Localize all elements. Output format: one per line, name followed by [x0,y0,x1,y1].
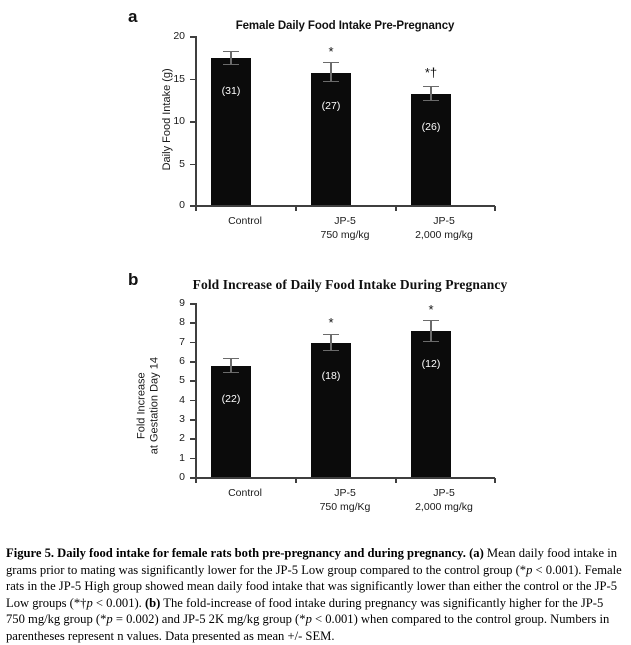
bar-a-jp5-750 [311,73,351,205]
panel-b-category-jp5-750-line2: 750 mg/Kg [319,501,371,514]
caption-a-p-1: p [526,562,533,577]
bar-a-jp5-2000-significance: *† [424,65,438,80]
panel-a [0,0,631,265]
caption-b-p-1: p [106,612,113,627]
panel-b-y-axis-title-line2: at Gestation Day 14 [148,357,160,455]
panel-b-ytick-2 [190,438,195,440]
panel-b-ytick-3 [190,419,195,421]
panel-b-ytick-label-6: 6 [179,355,185,367]
caption-a-text-1: Mean daily food intake in grams prior to mating was significantly lower for the JP-5 Low group compared to the control group (* [6,546,618,577]
panel-b-category-label-jp5-2000 [394,486,494,514]
panel-a-category-label-control [195,214,295,228]
panel-b-ytick-label-4: 4 [179,393,185,406]
panel-b-x-axis-line [195,477,495,479]
panel-a-y-axis-title: Daily Food Intake (g) [161,68,174,171]
panel-b-ytick-label-0: 0 [179,471,185,483]
panel-a-x-axis-line [195,205,495,207]
panel-a-category-label-jp5-2000 [394,214,494,242]
bar-a-jp5-2000-n-label: (26) [421,121,441,133]
panel-b-ytick-label-7: 7 [179,335,185,348]
panel-b-letter: b [128,270,139,289]
caption-b-text-3: < 0.001) when compared to the control group. Numbers in parentheses represent n values. Data presented as mean +/- SEM. [6,612,610,644]
bar-b-jp5-2000 [411,331,451,477]
bar-b-control-errorbar [223,358,239,373]
panel-b-y-axis-title-line1: Fold Increase [135,372,148,439]
bar-a-jp5-750-n-label: (27) [321,100,341,112]
panel-b-ytick-label-2: 2 [179,432,185,445]
panel-b-ytick-label-5: 5 [179,374,185,387]
panel-a-xtick-1 [295,206,297,211]
panel-a-xtick-2 [395,206,397,211]
panel-b-category-label-control [195,486,295,500]
panel-b-ytick-5 [190,380,195,382]
bar-a-control-n-label: (31) [221,85,241,97]
panel-b-chart-title: Fold Increase of Daily Food Intake During Pregnancy [192,277,508,292]
bar-b-control [211,366,251,477]
panel-b-xtick-0 [195,478,197,483]
panel-b-y-axis-line [195,303,197,478]
panel-b-category-jp5-2000-line2: 2,000 mg/kg [415,501,473,514]
bar-a-jp5-2000 [411,94,451,205]
panel-a-plot-area [0,0,631,265]
panel-a-category-jp5-750-line2: 750 mg/kg [320,229,370,242]
caption-b-text-1: The fold-increase of food intake during pregnancy was significantly higher for the JP-5 750 mg/kg group (* [6,595,604,627]
panel-b [0,265,631,540]
bar-b-jp5-2000-n-label: (12) [421,358,441,370]
caption-a-text-2: < 0.001). Female rats in the JP-5 High group showed mean daily food intake that was significantly lower than either the control or the JP-5 Low groups (*† [6,562,622,610]
figure-caption [6,545,625,645]
bar-b-jp5-750 [311,343,351,477]
caption-b-p-2: p [305,612,312,627]
panel-a-letter: a [128,7,138,26]
panel-a-ytick-10 [190,121,195,123]
bar-a-jp5-2000-errorbar [423,86,439,101]
panel-a-xtick-0 [195,206,197,211]
panel-a-ytick-15 [190,79,195,81]
panel-b-ytick-7 [190,342,195,344]
bar-b-control-n-label: (22) [221,393,241,405]
panel-b-xtick-1 [295,478,297,483]
panel-b-ytick-label-8: 8 [179,316,185,329]
panel-a-category-jp5-2000-line2: 2,000 mg/kg [415,229,473,242]
panel-a-category-jp5-750-line1: JP-5 [334,215,356,227]
panel-b-ytick-8 [190,322,195,324]
bar-b-jp5-750-significance: * [328,315,334,330]
bar-a-control [211,58,251,205]
panel-b-ytick-9 [190,303,195,305]
caption-a-text-3: < 0.001). [92,595,145,610]
bar-b-jp5-2000-errorbar [423,320,439,342]
panel-a-category-control-line1: Control [228,215,262,227]
panel-a-y-axis-line [195,36,197,206]
panel-a-category-jp5-2000-line1: JP-5 [433,215,455,227]
caption-title: Figure 5. Daily food intake for female rats both pre-pregnancy and during pregnancy. [6,546,466,560]
panel-b-ytick-label-3: 3 [179,413,185,425]
panel-b-ytick-6 [190,361,195,363]
caption-marker-a: (a) [469,546,484,560]
bar-b-jp5-2000-significance: * [428,302,434,317]
panel-b-ytick-1 [190,458,195,460]
bar-b-jp5-750-errorbar [323,334,339,351]
panel-b-category-label-jp5-750 [295,486,395,514]
panel-a-category-label-jp5-750 [295,214,395,242]
panel-a-ytick-20 [190,36,195,38]
panel-b-category-control-line1: Control [228,487,262,499]
bar-a-jp5-750-errorbar [323,62,339,82]
panel-a-ytick-label-0: 0 [179,199,185,211]
panel-b-ytick-label-1: 1 [179,451,185,464]
panel-a-ytick-label-15: 15 [173,72,185,85]
panel-b-category-jp5-2000-line1: JP-5 [433,487,455,499]
caption-a-p-2: p [86,595,93,610]
panel-b-category-jp5-750-line1: JP-5 [334,487,356,499]
panel-a-chart-title: Female Daily Food Intake Pre-Pregnancy [235,20,455,32]
panel-b-xtick-3 [494,478,496,483]
panel-b-ytick-4 [190,400,195,402]
panel-b-ytick-label-9: 9 [179,297,185,309]
bar-a-control-errorbar [223,51,239,65]
panel-b-xtick-2 [395,478,397,483]
panel-a-ytick-label-20: 20 [173,30,185,42]
panel-b-plot-area [0,265,631,540]
caption-marker-b: (b) [144,595,161,610]
bar-b-jp5-750-n-label: (18) [321,370,341,382]
panel-a-xtick-3 [494,206,496,211]
panel-a-ytick-label-5: 5 [179,157,185,170]
caption-b-text-2: = 0.002) and JP-5 2K mg/kg group (* [112,612,306,627]
panel-a-ytick-5 [190,164,195,166]
bar-a-jp5-750-significance: * [328,44,334,59]
panel-a-ytick-label-10: 10 [173,115,185,127]
